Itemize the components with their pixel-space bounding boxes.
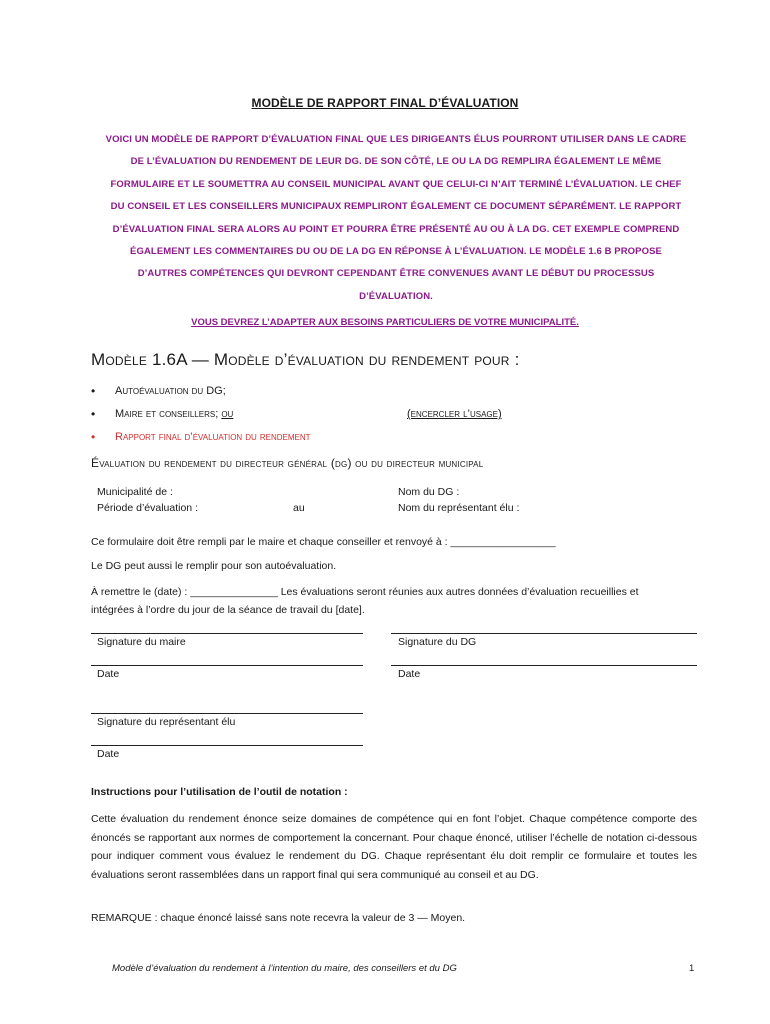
intro-note: VOUS DEVREZ L’ADAPTER AUX BESOINS PARTICULIERS DE VOTRE MUNICIPALITÉ. xyxy=(191,317,579,328)
instructions-title: Instructions pour l’utilisation de l’outil de notation : xyxy=(91,786,348,798)
page-number: 1 xyxy=(689,963,695,974)
signature-line xyxy=(91,745,363,746)
remark-note: REMARQUE : chaque énoncé laissé sans note recevra la valeur de 3 — Moyen. xyxy=(91,912,466,924)
bullet-icon: • xyxy=(91,384,96,398)
circle-usage-note: (encercler l’usage) xyxy=(407,408,502,420)
signature-line xyxy=(391,665,697,666)
dg-self-note: Le DG peut aussi le remplir pour son autoévaluation. xyxy=(91,560,337,572)
signature-line xyxy=(391,633,697,634)
bullet-self-evaluation xyxy=(91,380,711,403)
bullet-label: Autoévaluation du DG; xyxy=(115,385,226,397)
intro-line: ÉGALEMENT LES COMMENTAIRES DU OU DE LA DG EN RÉPONSE À L’ÉVALUATION. LE MODÈLE 1.6 B PROPOSE xyxy=(130,246,662,258)
intro-line: D’AUTRES COMPÉTENCES QUI DEVRONT CEPENDANT ÊTRE CONVENUES AVANT LE DÉBUT DU PROCESSUS xyxy=(137,268,655,280)
signature-line xyxy=(91,665,363,666)
bullet-icon: • xyxy=(91,430,96,444)
intro-line: DU CONSEIL ET LES CONSEILLERS MUNICIPAUX REMPLIRONT ÉGALEMENT CE DOCUMENT SÉPARÉMENT. LE RAPPORT xyxy=(110,201,682,213)
dg-name-label: Nom du DG : xyxy=(398,486,460,498)
return-line: À remettre le (date) : _______________ Les évaluations seront réunies aux autres données d’évaluation recueillies et xyxy=(91,586,639,598)
bullet-or: ou xyxy=(221,408,234,420)
intro-paragraph xyxy=(92,129,700,308)
intro-line: D’ÉVALUATION. xyxy=(359,290,433,302)
signature-line xyxy=(91,713,363,714)
date-label: Date xyxy=(97,668,120,680)
period-label: Période d’évaluation : xyxy=(97,502,198,514)
date-label: Date xyxy=(97,748,120,760)
info-left xyxy=(97,484,198,516)
intro-line: FORMULAIRE ET LE SOUMETTRA AU CONSEIL MUNICIPAL AVANT QUE CELUI-CI N’AIT TERMINÉ L’ÉVALUATION. LE CHEF xyxy=(110,178,682,190)
mayor-signature-label: Signature du maire xyxy=(97,636,186,648)
bullet-final-report xyxy=(91,426,711,449)
bullet-icon: • xyxy=(91,407,96,421)
usage-list xyxy=(91,380,711,449)
rep-signature-label: Signature du représentant élu xyxy=(97,716,236,728)
signature-line xyxy=(91,633,363,634)
intro-line: D’ÉVALUATION FINAL SERA ALORS AU POINT ET POURRA ÊTRE PRÉSENTÉ AU OU À LA DG. CET EXEMPLE COMPREND xyxy=(112,223,680,235)
section-heading: Évaluation du rendement du directeur général (dg) ou du directeur municipal xyxy=(91,456,484,470)
model-heading: Modèle 1.6A — Modèle d’évaluation du rendement pour : xyxy=(91,350,520,369)
return-line: intégrées à l’ordre du jour de la séance de travail du [date]. xyxy=(91,604,365,616)
dg-signature-label: Signature du DG xyxy=(398,636,477,648)
instructions-body: Cette évaluation du rendement énonce seize domaines de compétence qui en font l’objet. Chaque compétence comporte des énoncés se rapportant aux normes de comportement la concernant. Pour chaque énoncé, utiliser l’échelle de notation ci-dessous pour indiquer comment vous évaluez le rendement du DG. Chaque représentant élu doit remplir ce formulaire et toutes les évaluations seront rassemblées dans un rapport final qui sera communiqué au conseil et au DG. xyxy=(91,813,697,881)
rep-name-label: Nom du représentant élu : xyxy=(398,502,520,514)
page-footer: Modèle d’évaluation du rendement à l’intention du maire, des conseillers et du DG xyxy=(112,963,457,974)
info-right xyxy=(398,484,519,516)
bullet-label: Maire et conseillers; xyxy=(115,408,222,420)
date-label: Date xyxy=(398,668,421,680)
intro-line: VOICI UN MODÈLE DE RAPPORT D’ÉVALUATION FINAL QUE LES DIRIGEANTS ÉLUS POURRONT UTILISER DANS LE CADRE xyxy=(105,134,687,145)
return-instruction xyxy=(91,583,697,619)
bullet-mayor-councillors xyxy=(91,403,711,426)
document-title: MODÈLE DE RAPPORT FINAL D’ÉVALUATION xyxy=(251,96,519,110)
form-instruction: Ce formulaire doit être rempli par le maire et chaque conseiller et renvoyé à : __________________ xyxy=(91,536,556,548)
bullet-label: Rapport final d’évaluation du rendement xyxy=(115,431,311,443)
period-au-label: au xyxy=(293,502,305,514)
municipality-label: Municipalité de : xyxy=(97,486,173,498)
intro-line: DE L’ÉVALUATION DU RENDEMENT DE LEUR DG. DE SON CÔTÉ, LE OU LA DG REMPLIRA ÉGALEMENT LE MÊME xyxy=(130,156,662,168)
